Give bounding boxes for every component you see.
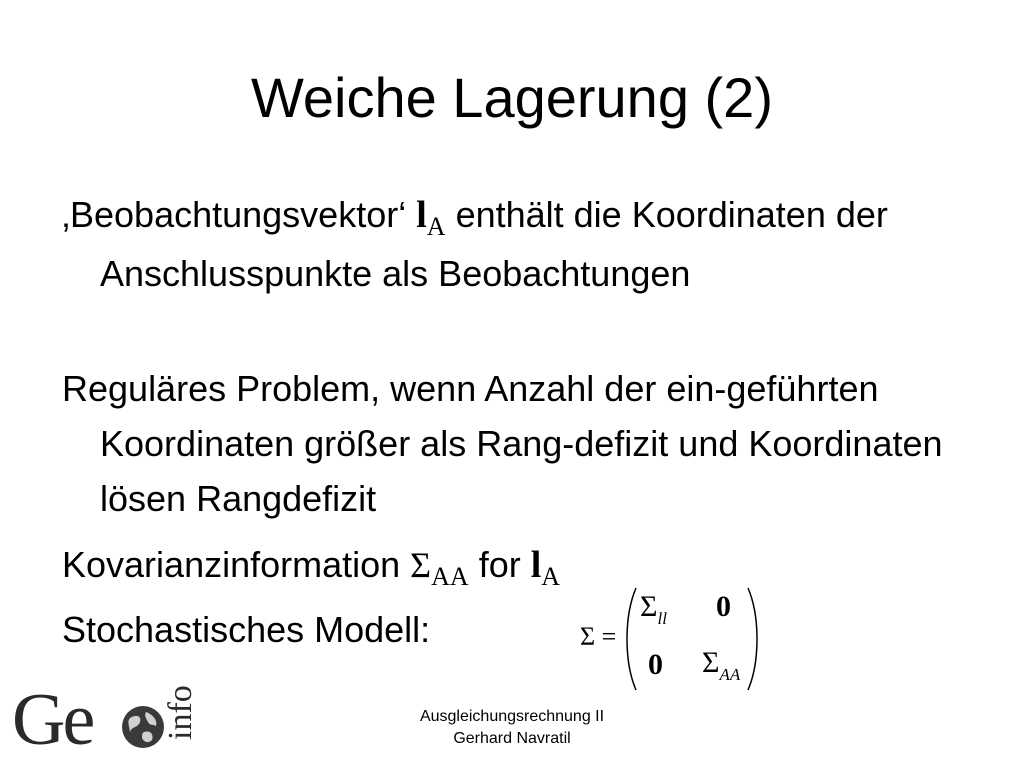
matrix-cell-top-left (640, 590, 667, 628)
bullet-observation-vector (62, 187, 1020, 301)
matrix-sigma: Σ (702, 646, 720, 679)
matrix-subscript: ll (657, 609, 667, 628)
slide-footer (372, 706, 652, 750)
matrix-cell-bottom-right (702, 646, 741, 684)
bullet-text: ‚Beobachtungsvektor‘ (62, 194, 417, 235)
logo-text-ge: Ge (12, 679, 93, 761)
covariance-matrix (576, 584, 766, 694)
globe-icon (120, 704, 166, 750)
vector-subscript: A (541, 562, 561, 591)
matrix-right-paren (746, 586, 762, 692)
slide-title: Weiche Lagerung (2) (251, 66, 773, 129)
footer-course: Ausgleichungsrechnung II (419, 708, 605, 725)
vector-l: l (416, 194, 427, 236)
bullet-regular-problem: Reguläres Problem, wenn Anzahl der ein-geführten Koordinaten größer als Rang-defizit und Koordinaten lösen Rangdefizit (62, 368, 943, 519)
matrix-cell-top-right: 0 (716, 590, 731, 623)
bullet-stochastic-model: Stochastisches Modell: (62, 609, 431, 650)
matrix-sigma: Σ (640, 590, 658, 623)
footer-author: Gerhard Navratil (453, 730, 571, 747)
logo-text-info: info (162, 685, 199, 740)
geoinfo-logo (12, 679, 199, 761)
matrix-subscript: AA (719, 665, 741, 684)
matrix-left-paren (622, 586, 638, 692)
bullet-text: Kovarianzinformation (62, 544, 411, 585)
bullet-text: enthält die Koordinaten der Anschlusspunkte als Beobachtungen (100, 194, 888, 294)
vector-l: l (530, 544, 542, 586)
matrix-cell-bottom-left: 0 (648, 648, 663, 681)
matrix-lhs: Σ = (580, 622, 617, 651)
bullet-covariance (62, 537, 1020, 596)
sigma-symbol: Σ (410, 545, 432, 585)
bullet-text: for (468, 544, 531, 585)
sigma-subscript: AA (431, 562, 469, 591)
vector-subscript: A (426, 212, 446, 241)
